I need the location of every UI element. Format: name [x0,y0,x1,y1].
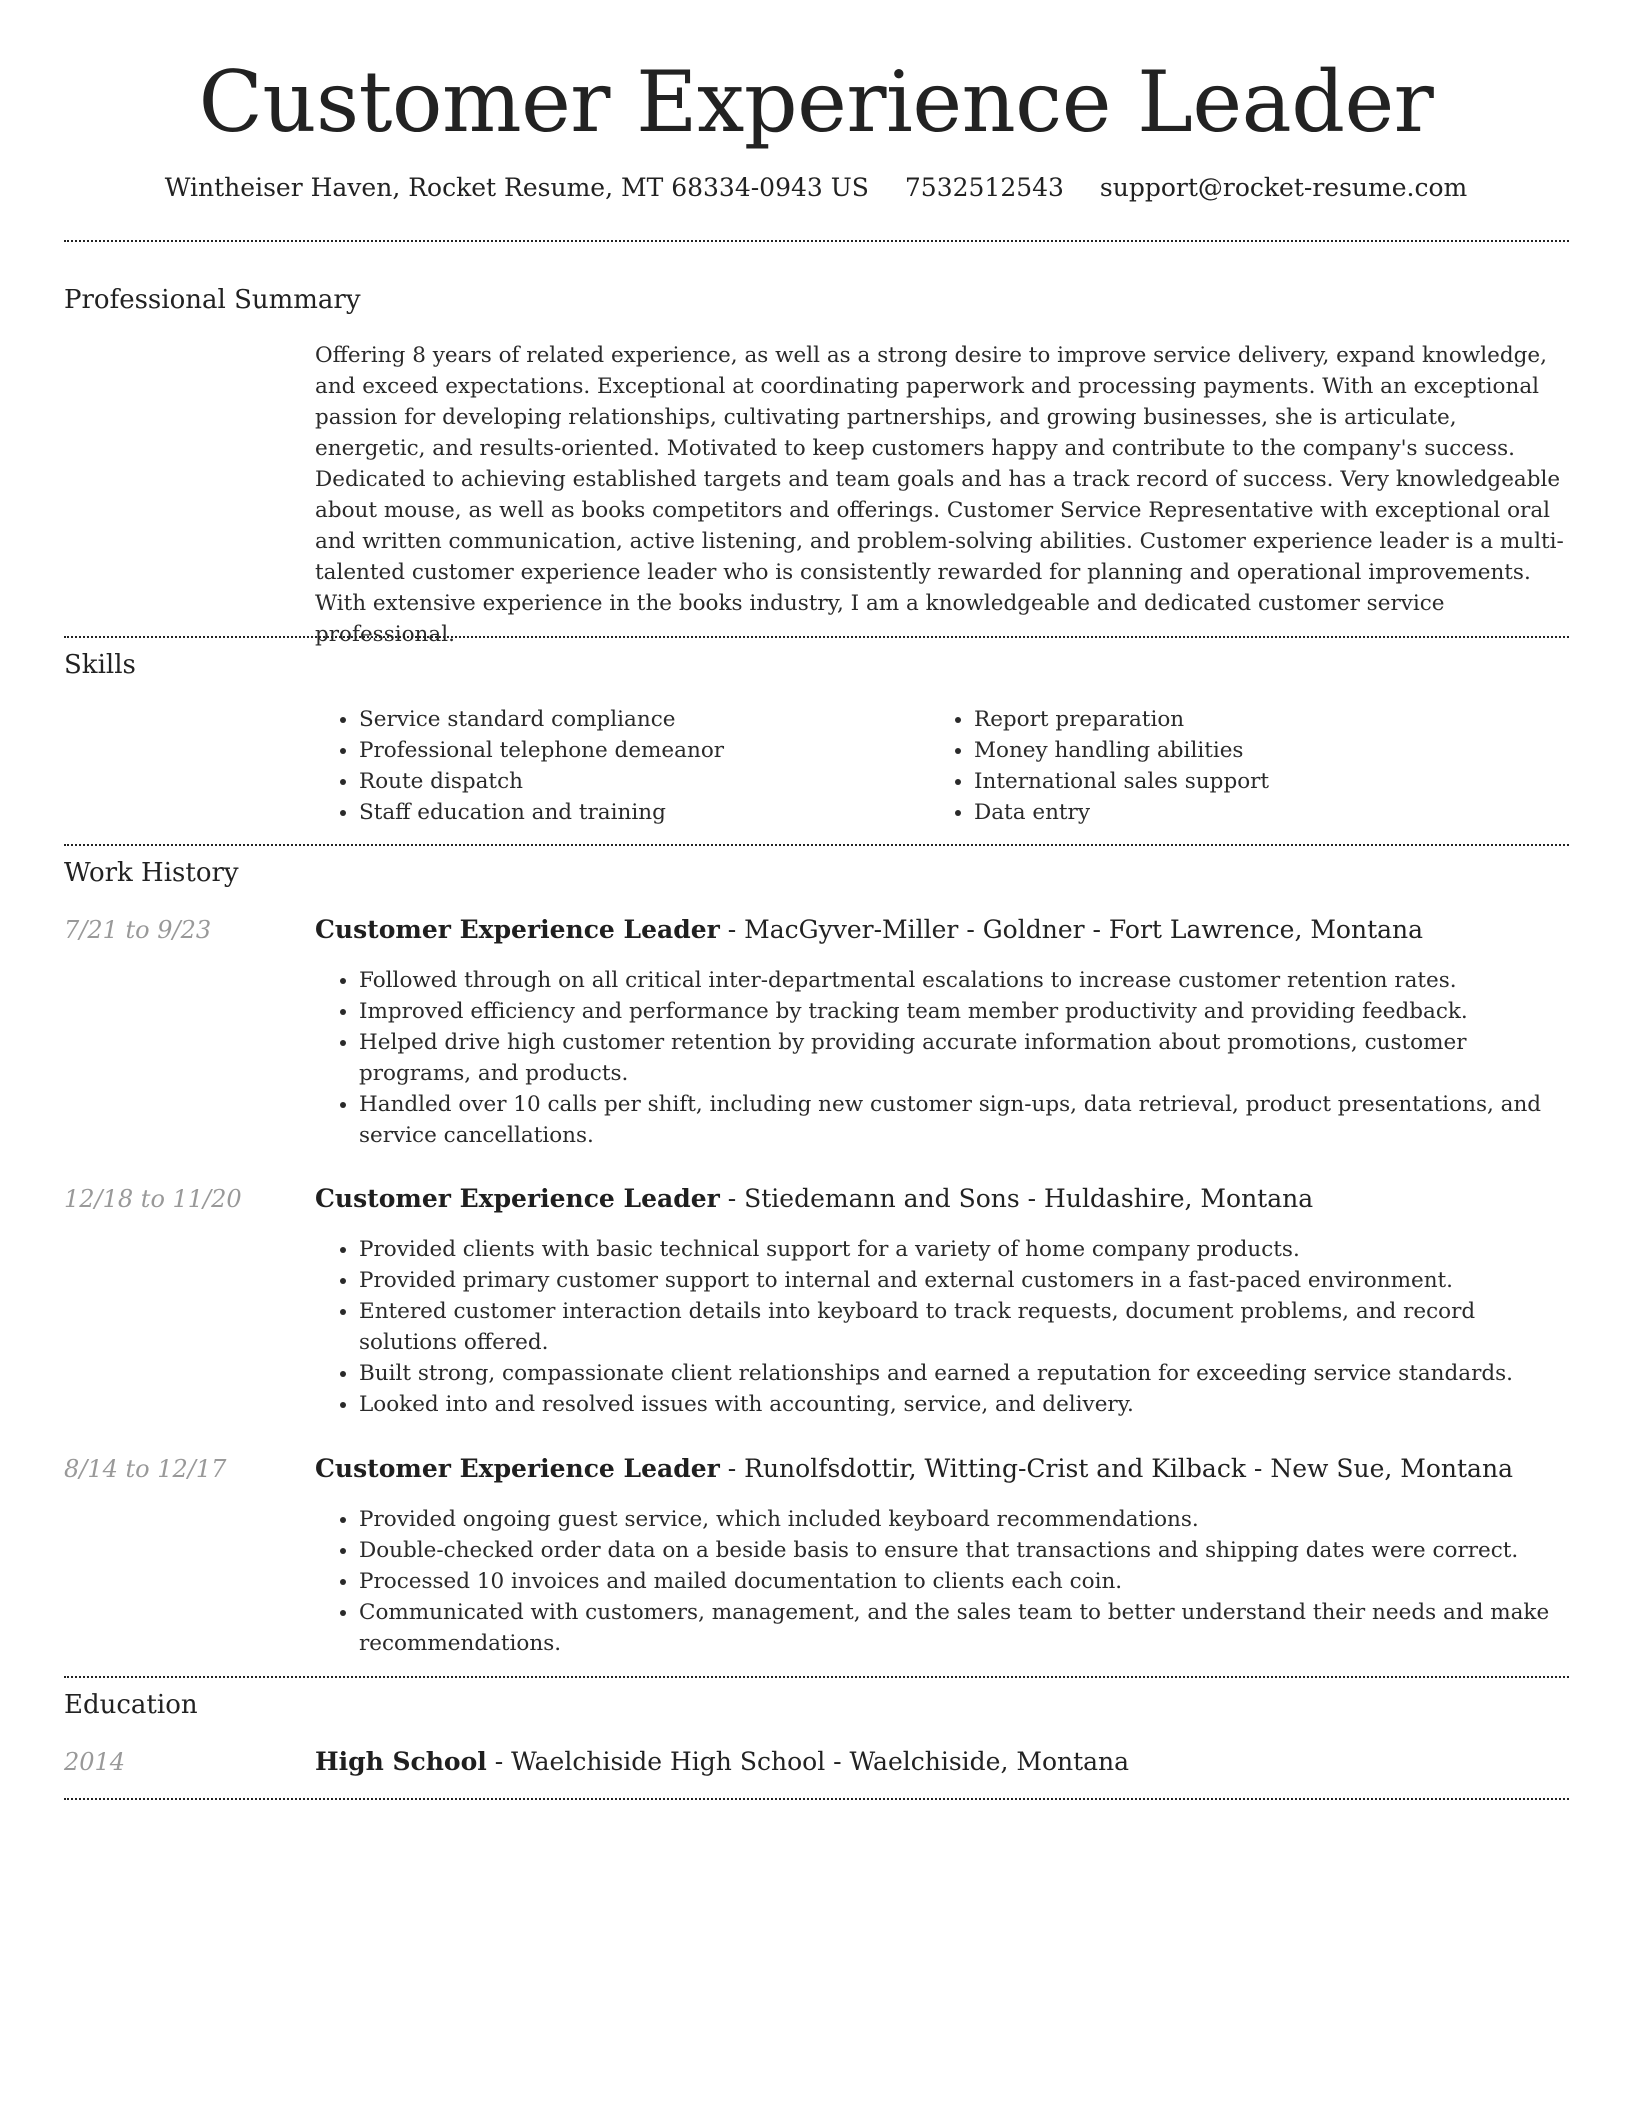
education-year: 2014 [64,1748,126,1776]
job-bullet: • Provided primary customer support to internal and external customers in a fast-paced environment. [359,1265,1570,1296]
skill-item: • International sales support [974,766,1540,797]
resume-name-heading: Customer Experience Leader [198,53,1434,151]
job-bullet: • Built strong, compassionate client relationships and earned a reputation for exceeding service standards. [359,1358,1570,1389]
contact-line [0,170,1632,206]
section-title-education: Education [64,1690,198,1720]
summary-body [315,340,1570,650]
skill-item: • Service standard compliance [359,704,925,735]
job-bullet: • Improved efficiency and performance by tracking team member productivity and providing feedback. [359,996,1570,1027]
job-bullet: • Looked into and resolved issues with accounting, service, and delivery. [359,1389,1570,1420]
section-title-skills: Skills [64,650,136,680]
contact-email: support@rocket-resume.com [1099,173,1468,202]
skill-item: • Data entry [974,797,1540,828]
section-title-summary: Professional Summary [64,285,361,315]
job-title [315,1182,1570,1216]
divider [64,1798,1569,1800]
job-bullet: • Handled over 10 calls per shift, including new customer sign-ups, data retrieval, product presentations, and service cancellations. [359,1089,1570,1151]
skills-list-right [930,704,1540,828]
job-bullet: • Provided ongoing guest service, which included keyboard recommendations. [359,1504,1570,1535]
job-dates: 8/14 to 12/17 [64,1455,227,1483]
job-bullets [315,965,1570,1151]
job-role: Customer Experience Leader [315,1184,720,1213]
job-dates: 12/18 to 11/20 [64,1185,242,1213]
job-bullet: • Provided clients with basic technical support for a variety of home company products. [359,1234,1570,1265]
divider [64,636,1569,638]
divider [64,844,1569,846]
skills-list-left [315,704,925,828]
job-employer: - Runolfsdottir, Witting-Crist and Kilback - New Sue, Montana [719,1454,1513,1483]
job-bullets [315,1504,1570,1659]
skill-item: • Report preparation [974,704,1540,735]
section-title-work-history: Work History [64,858,239,888]
skill-item: • Professional telephone demeanor [359,735,925,766]
education-entry [315,1745,1570,1779]
job-bullet: • Entered customer interaction details into keyboard to track requests, document problems, and record solutions offered. [359,1296,1570,1358]
job-bullet: • Communicated with customers, management, and the sales team to better understand their needs and make recommendations. [359,1597,1570,1659]
skill-item: • Money handling abilities [974,735,1540,766]
job-employer: - Stiedemann and Sons - Huldashire, Montana [719,1184,1314,1213]
job-bullet: • Double-checked order data on a beside basis to ensure that transactions and shipping dates were correct. [359,1535,1570,1566]
summary-text: Offering 8 years of related experience, as well as a strong desire to improve service delivery, expand knowledge, and exceed expectations. Exceptional at coordinating paperwork and processing payments. With an exceptional passion for developing relationships, cultivating partnerships, and growing businesses, she is articulate, energetic, and results-oriented. Motivated to keep customers happy and contribute to the company's success. Dedicated to achieving established targets and team goals and has a track record of success. Very knowledgeable about mouse, as well as books competitors and offerings. Customer Service Representative with exceptional oral and written communication, active listening, and problem-solving abilities. Customer experience leader is a multi-talented customer experience leader who is consistently rewarded for planning and operational improvements. With extensive experience in the books industry, I am a knowledgeable and dedicated customer service professional. [315,343,1564,647]
job-role: Customer Experience Leader [315,1454,720,1483]
job-bullet: • Processed 10 invoices and mailed documentation to clients each coin. [359,1566,1570,1597]
contact-address: Wintheiser Haven, Rocket Resume, MT 68334-0943 US [164,173,869,202]
education-degree: High School [315,1747,487,1776]
divider [64,1676,1569,1678]
skill-item: • Staff education and training [359,797,925,828]
job-employer: - MacGyver-Miller - Goldner - Fort Lawrence, Montana [719,915,1424,944]
job-dates: 7/21 to 9/23 [64,916,212,944]
education-school: - Waelchiside High School - Waelchiside, Montana [486,1747,1130,1776]
divider [64,240,1569,242]
skill-item: • Route dispatch [359,766,925,797]
job-title [315,1452,1570,1486]
job-role: Customer Experience Leader [315,915,720,944]
contact-phone: 7532512543 [904,173,1064,202]
job-bullets [315,1234,1570,1420]
job-bullet: • Followed through on all critical inter-departmental escalations to increase customer retention rates. [359,965,1570,996]
job-bullet: • Helped drive high customer retention by providing accurate information about promotions, customer programs, and products. [359,1027,1570,1089]
job-title [315,913,1570,947]
